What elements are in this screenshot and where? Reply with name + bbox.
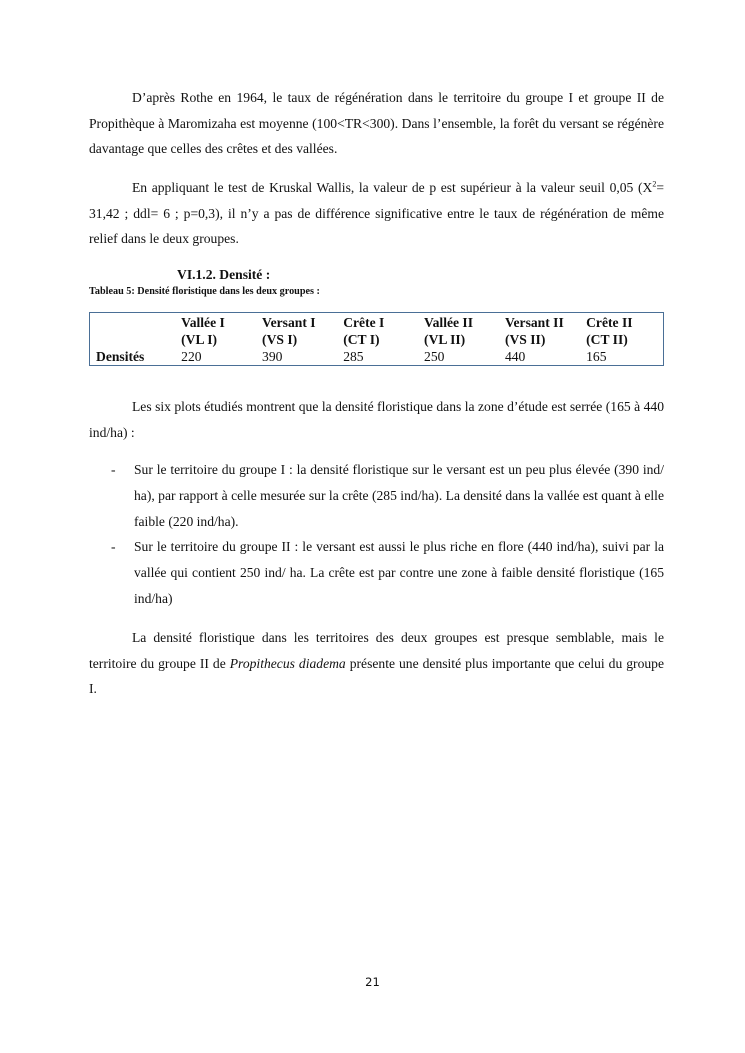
superscript: 2	[652, 179, 657, 189]
table-corner-cell	[90, 313, 178, 349]
table-cell: 390	[262, 349, 283, 364]
table-caption: Tableau 5: Densité floristique dans les deux groupes :	[89, 286, 320, 297]
header-line: Versant II	[504, 315, 564, 330]
header-line: (VL I)	[181, 332, 218, 347]
paragraph-text: La densité floristique dans les territoires des deux groupes est presque semblable, mais le territoire du groupe II de	[89, 630, 664, 671]
header-line: (CT I)	[343, 332, 380, 347]
table-header-cell	[501, 313, 582, 349]
density-table	[89, 312, 664, 366]
table-header-cell	[582, 313, 663, 349]
list-item-text: Sur le territoire du groupe I : la densité floristique sur le versant est un peu plus élevée (390 ind/ ha), par rapport à celle mesurée sur la crête (285 ind/ha). La densité dans la vallée est quant à elle faible (220 ind/ha).	[134, 462, 664, 529]
table-header-cell	[339, 313, 420, 349]
table-cell: 440	[504, 349, 526, 364]
section-title: VI.1.2. Densité :	[177, 267, 271, 282]
header-line: (VL II)	[424, 332, 466, 347]
paragraph-six-plots	[89, 394, 664, 445]
header-line: (CT II)	[586, 332, 628, 347]
header-line: Crête I	[343, 315, 385, 330]
header-line: (VS II)	[504, 332, 546, 347]
header-line: Vallée II	[424, 315, 474, 330]
table-header-cell	[420, 313, 501, 349]
header-line: Crête II	[586, 315, 633, 330]
table-cell: 220	[181, 349, 202, 364]
list-item	[89, 534, 664, 611]
header-line: Vallée I	[181, 315, 225, 330]
table-cell: 165	[586, 349, 607, 364]
paragraph-text: présente une densité plus importante que celui du groupe I.	[89, 655, 664, 696]
header-line: Versant I	[262, 315, 316, 330]
table-cell: 250	[424, 349, 445, 364]
paragraph-regeneration-rothe	[89, 85, 664, 162]
paragraph-kruskal-wallis	[89, 175, 664, 252]
paragraph-conclusion	[89, 625, 664, 702]
bullet-list	[89, 457, 664, 612]
paragraph-text: Les six plots étudiés montrent que la densité floristique dans la zone d’étude est serrée (165 à 440 ind/ha) :	[89, 399, 664, 440]
list-item-text: Sur le territoire du groupe II : le versant est aussi le plus riche en flore (440 ind/ha), suivi par la vallée qui contient 250 ind/ ha. La crête est par contre une zone à faible densité floristique (165 ind/ha)	[134, 539, 664, 606]
table-header-cell	[258, 313, 339, 349]
table-cell: 285	[343, 349, 364, 364]
page-number: 21	[365, 975, 380, 989]
paragraph-text: D’après Rothe en 1964, le taux de régénération dans le territoire du groupe I et groupe II de Propithèque à Maromizaha est moyenne (100<TR<300). Dans l’ensemble, la forêt du versant se régénère davantage que celles des crêtes et des vallées.	[89, 90, 664, 156]
table-header-row	[90, 313, 664, 349]
header-line: (VS I)	[262, 332, 298, 347]
table-header-cell	[177, 313, 258, 349]
table-row-label: Densités	[96, 349, 145, 364]
list-item	[89, 457, 664, 534]
table-row	[90, 348, 664, 366]
paragraph-text: = 31,42 ; ddl= 6 ; p=0,3), il n’y a pas de différence significative entre le taux de régénération de même relief dans le deux groupes.	[89, 180, 664, 246]
bullet-marker: -	[111, 539, 116, 555]
bullet-marker: -	[111, 462, 116, 477]
paragraph-text: En appliquant le test de Kruskal Wallis, la valeur de p est supérieur à la valeur seuil 0,05 (X	[132, 180, 653, 195]
species-name: Propithecus diadema	[229, 655, 346, 671]
